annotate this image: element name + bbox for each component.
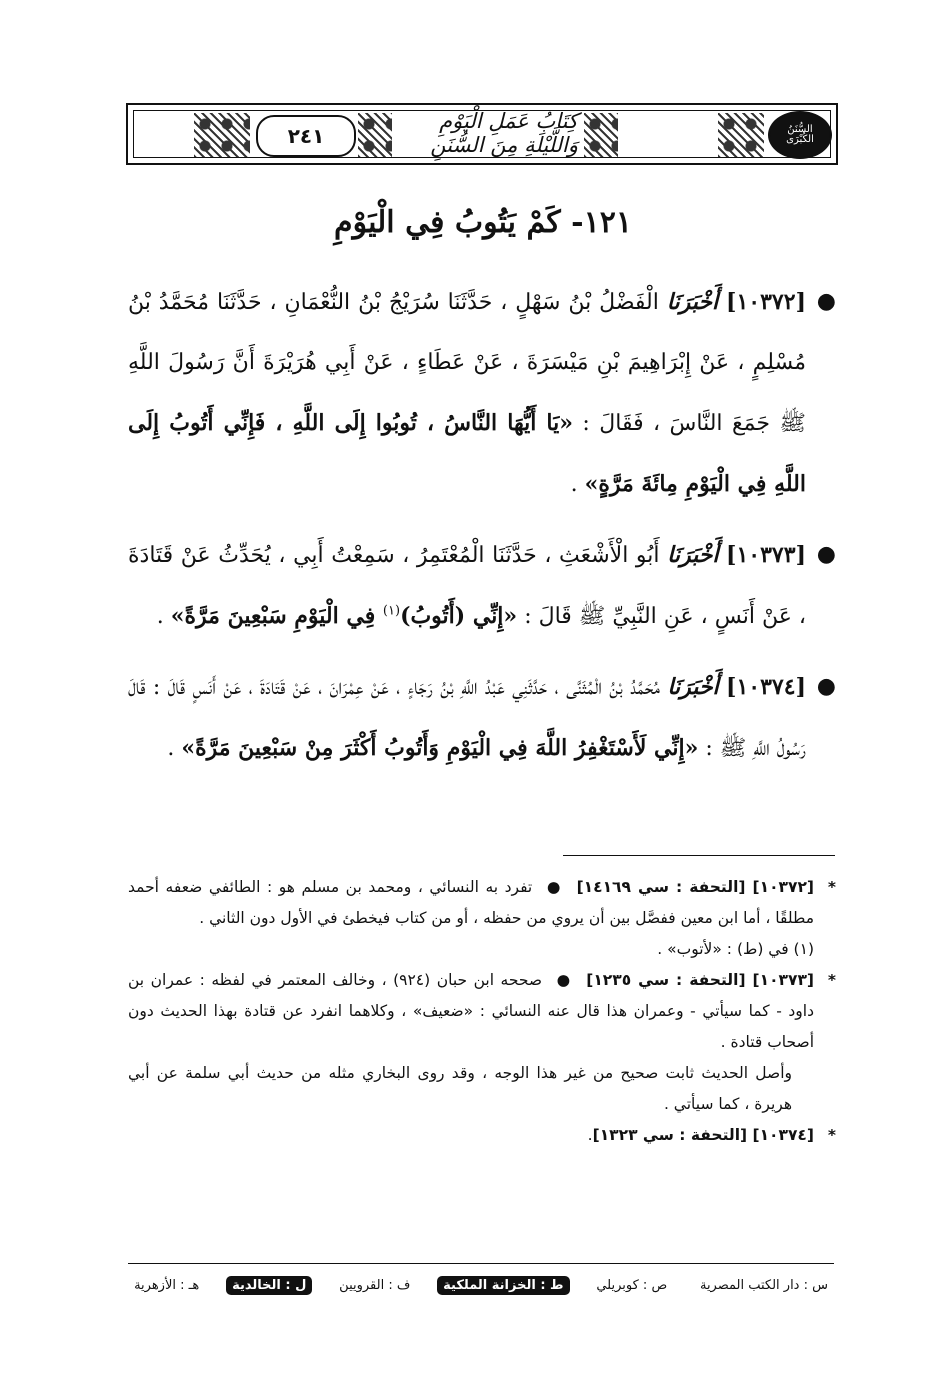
siglum-s: س : دار الكتب المصرية [699,1277,828,1293]
note-reference: [١٠٣٧٣] [التحفة : سي ١٢٣٥] [586,971,815,989]
note-text: تفرد به النسائي ، ومحمد بن مسلم هو : الطائفي ضعفه أحمد مطلقًا ، أما ابن معين ففصَّل بين أن يروي من حفظه ، أو من كتاب فيخطئ في الأول دون الثاني . [128,878,814,927]
page-number: ٢٤١ [256,115,356,157]
siglum-sad: ص : كوبريلي [596,1277,668,1293]
hadith-matn-a: «إِنِّي (أَتُوبُ) [400,603,518,629]
hadith-matn: «يَا أَيُّهَا النَّاسُ ، تُوبُوا إِلَى اللَّهِ ، فَإِنِّي أَتُوبُ إِلَى اللَّهِ فِي الْيَوْمِ مِائَةَ مَرَّةٍ» [128,410,806,497]
hadith-end: . [156,604,171,629]
note-end: . [587,1126,593,1144]
hadith-10374 [128,657,836,779]
note-10373 [128,965,836,1058]
ornament-right-inner [584,113,618,157]
ornament-right-outer [718,113,764,157]
page-header [126,103,838,165]
footnote-1: (١) في (ط) : «لأتوب» . [657,940,814,958]
hadith-matn: «إِنِّي لَأَسْتَغْفِرُ اللَّهَ فِي الْيَوْمِ وَأَتُوبُ أَكْثَرَ مِنْ سَبْعِينَ مَرَّةً» [181,735,699,761]
note-text: صححه ابن حبان (٩٢٤) ، وخالف المعتمر في لفظه : عمران بن داود - كما سيأتي - وعمران هذا قال عنه النسائي : «ضعيف» ، وكلاهما انفرد عن قتادة بهذا الحديث دون أصحاب قتادة . [128,971,814,1051]
manuscript-sigla [128,1270,834,1300]
footnote-ref: (١) [382,603,401,619]
asterisk-icon: * [827,971,836,989]
bullet-icon: ● [816,289,836,314]
hadith-number: [١٠٣٧٤] [726,674,806,700]
hadith-end: . [570,472,585,497]
hadith-number: [١٠٣٧٢] [726,289,806,315]
ornament-left-outer [194,113,250,157]
hadith-matn-b: فِي الْيَوْمِ سَبْعِينَ مَرَّةً» [170,603,383,629]
akhbarana-word: أَخْبَرَنَا [667,542,719,568]
footnote-separator [563,855,835,856]
footnotes [128,872,836,1151]
seal-line-1: السُّنَنُ [787,124,813,135]
note-10372 [128,872,836,934]
bullet-icon: ● [556,971,572,989]
siglum-f: ف : القرويين [339,1277,411,1293]
akhbarana-word: أَخْبَرَنَا [667,674,719,700]
hadith-isnad: الْفَضْلُ بْنُ سَهْلٍ ، حَدَّثَنَا سُرَيْجُ بْنُ النُّعْمَانِ ، حَدَّثَنَا مُحَمَّدُ بْنُ مُسْلِمٍ ، عَنْ إِبْرَاهِيمَ بْنِ مَيْسَرَةَ ، عَنْ عَطَاءٍ ، عَنْ أَبِي هُرَيْرَةَ أَنَّ رَسُولَ اللَّهِ ﷺ جَمَعَ النَّاسَ ، فَقَالَ : [128,290,807,436]
asterisk-icon: * [827,1126,836,1144]
bullet-icon: ● [816,674,836,699]
siglum-t: ط : الخزانة الملكية [437,1276,569,1295]
hadith-isnad: مُحَمَّدُ بْنُ الْمُثَنَّى ، حَدَّثَنِي عَبْدُ اللَّهِ بْنُ رَجَاءٍ ، عَنْ عِمْرَانَ ، عَنْ قَتَادَةَ ، عَنْ أَنَسٍ قَالَ : قَالَ رَسُولُ اللَّهِ ﷺ : [128,675,806,761]
hadith-10372 [128,272,836,515]
asterisk-icon: * [827,878,836,896]
siglum-l: ل : الخالدية [226,1276,312,1295]
akhbarana-word: أَخْبَرَنَا [666,289,719,315]
note-paragraph: وأصل الحديث ثابت صحيح من غير هذا الوجه ، وقد روى البخاري مثله من حديث أبي سلمة عن أبي هريرة ، كما سيأتي . [128,1064,792,1113]
hadith-end: . [167,736,182,761]
bullet-icon: ● [546,878,562,896]
sigla-rule [128,1263,834,1264]
bullet-icon: ● [816,542,836,567]
note-reference: [١٠٣٧٤] [التحفة : سي ١٣٢٣] [592,1126,814,1144]
main-text [128,272,836,789]
hadith-isnad: أَبُو الْأَشْعَثِ ، حَدَّثَنَا الْمُعْتَمِرُ ، سَمِعْتُ أَبِي ، يُحَدِّثُ عَنْ قَتَادَةَ ، عَنْ أَنَسٍ ، عَنِ النَّبِيِّ ﷺ قَالَ : [128,543,806,629]
siglum-h: هـ : الأزهرية [134,1277,200,1293]
series-seal-logo [768,111,832,159]
hadith-10373 [128,525,836,647]
book-title: كِتَابُ عَمَلِ الْيَوْمِ وَاللَّيْلَةِ مِنَ السُّنَنِ [430,109,578,157]
chapter-title: ١٢١- كَمْ يَتُوبُ فِي الْيَوْمِ [334,205,632,240]
ornament-left-inner [358,113,392,157]
seal-line-2: الكُبْرَى [786,134,814,145]
note-reference: [١٠٣٧٢] [التحفة : سي ١٤١٦٩] [576,878,815,896]
note-10374 [128,1120,836,1151]
hadith-number: [١٠٣٧٣] [726,542,806,568]
